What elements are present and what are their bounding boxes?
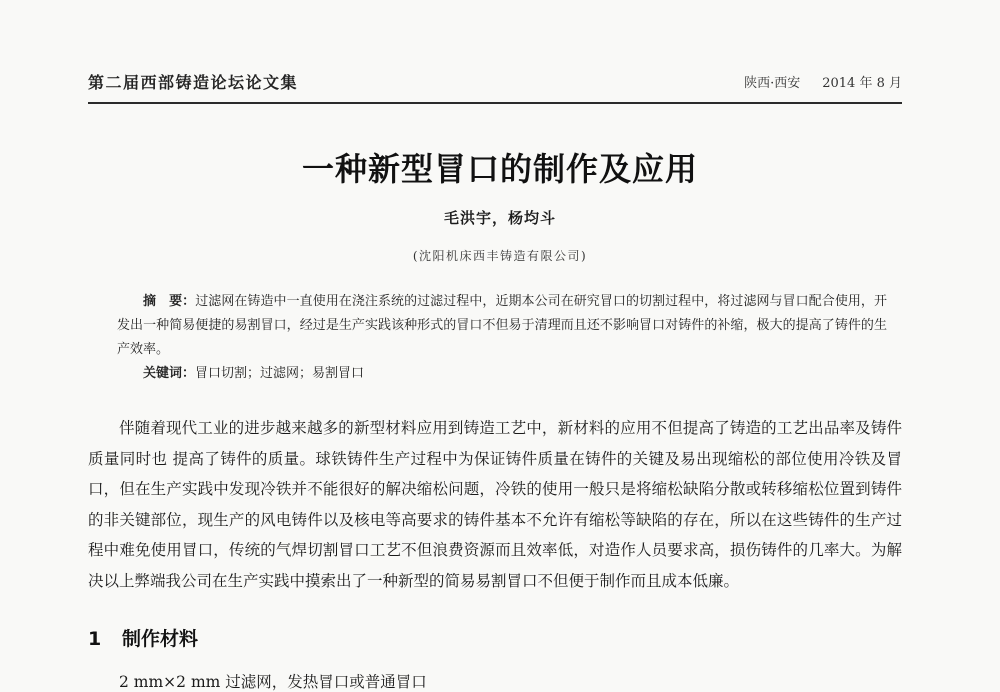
header-date: 2014 年 8 月: [822, 76, 902, 91]
keywords: [117, 362, 887, 386]
paper-authors: 毛洪宇，杨均斗: [443, 209, 556, 227]
section-number: 1: [88, 628, 102, 650]
body-text: [88, 413, 902, 596]
collection-title: 第二届西部铸造论坛论文集: [88, 73, 299, 92]
running-header: [88, 64, 902, 94]
abstract-block: [117, 290, 887, 386]
abstract-text: 过滤网在铸造中一直使用在浇注系统的过滤过程中，近期本公司在研究冒口的切割过程中，将过滤网与冒口配合使用，开发出一种简易便捷的易割冒口，经过是生产实践该种形式的冒口不但易于清理而且还不影响冒口对铸件的补缩，极大的提高了铸件的生产效率。: [117, 294, 887, 357]
keywords-label: 关键词：: [143, 366, 196, 381]
paper-title: 一种新型冒口的制作及应用: [301, 150, 698, 188]
section-first-line: 2 mm×2 mm 过滤网，发热冒口或普通冒口: [119, 673, 427, 691]
paper-affiliation: (沈阳机床西丰铸造有限公司): [412, 249, 588, 263]
header-location-date: [744, 72, 902, 91]
section-title: 制作材料: [122, 628, 199, 650]
intro-paragraph: 伴随着现代工业的进步越来越多的新型材料应用到铸造工艺中，新材料的应用不但提高了铸造的工艺出品率及铸件质量同时也 提高了铸件的质量。球铁铸件生产过程中为保证铸件质量在铸件的关键及易出现缩松的部位使用冷铁及冒口，但在生产实践中发现冷铁并不能很好的解决缩松问题，冷铁的使用一般只是将缩松缺陷分散或转移缩松位置到铸件的非关键部位，现生产的风电铸件以及核电等高要求的铸件基本不允许有缩松等缺陷的存在，所以在这些铸件的生产过程中难免使用冒口，传统的气焊切割冒口工艺不但浪费资源而且效率低，对造作人员要求高，损伤铸件的几率大。为解决以上弊端我公司在生产实践中摸索出了一种新型的简易易割冒口不但便于制作而且成本低廉。: [88, 419, 902, 590]
abstract-label: 摘 要：: [143, 294, 196, 309]
section-heading: [88, 624, 198, 651]
header-rule: [88, 102, 902, 104]
header-location: 陕西·西安: [744, 76, 801, 91]
keywords-text: 冒口切割；过滤网；易割冒口: [195, 366, 365, 381]
abstract: [117, 290, 887, 362]
